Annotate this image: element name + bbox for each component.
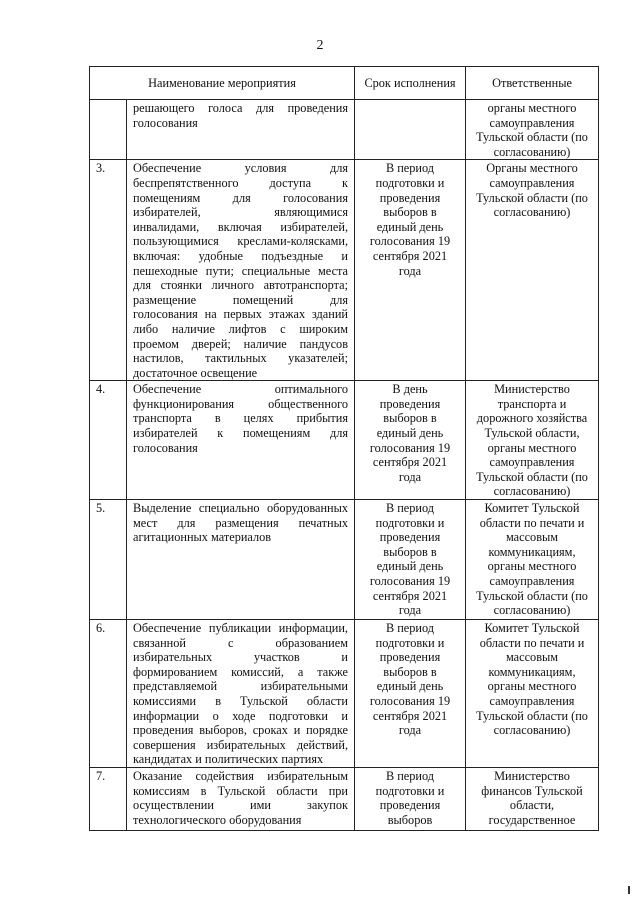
row-responsible: Комитет Тульской области по печати и массовым коммуникациям, органы местного самоуправления Тульской области (по согласованию) xyxy=(466,500,599,620)
action-line: Выделение специально оборудованных xyxy=(133,501,349,516)
row-responsible: Министерство транспорта и дорожного хозяйства Тульской области, органы местного самоуправления Тульской области (по согласованию) xyxy=(466,381,599,500)
action-line: голосования на первых этажах зданий xyxy=(133,307,349,322)
row-term: В период подготовки и проведения выборов в единый день голосования 19 сентября 2021 года xyxy=(355,620,466,768)
action-line: информации о ходе подготовки и xyxy=(133,708,349,723)
action-line: агитационных материалов xyxy=(133,530,272,545)
action-line: решающего голоса для проведения xyxy=(133,101,349,115)
row-action xyxy=(127,767,355,830)
action-line: избирателей к помещениям для xyxy=(133,426,349,441)
action-line: Оказание содействия избирательным xyxy=(133,768,349,783)
action-line: голосования xyxy=(133,115,198,130)
table-row xyxy=(90,381,599,500)
table-header-row xyxy=(90,67,599,100)
row-action xyxy=(127,160,355,381)
action-line: размещение помещений для xyxy=(133,292,349,307)
action-line: включая: удобные подъездные и xyxy=(133,248,349,263)
row-number: 3. xyxy=(90,160,127,381)
action-line: функционирования общественного xyxy=(133,396,349,411)
action-line: либо наличие лифтов с широким xyxy=(133,321,349,336)
row-number xyxy=(90,100,127,160)
action-line: комиссиям в Тульской области при xyxy=(133,783,349,798)
action-line: для стоянки личного автотранспорта; xyxy=(133,278,349,293)
action-line: помещениям для голосования xyxy=(133,190,349,205)
action-line: Обеспечение публикации информации, xyxy=(133,621,349,636)
action-line: проведения выборов, сроках и порядке xyxy=(133,723,349,738)
action-line: пешеходные пути; специальные места xyxy=(133,263,349,278)
action-line: осуществлении ими закупок xyxy=(133,798,349,813)
row-responsible: Органы местного самоуправления Тульской области (по согласованию) xyxy=(466,160,599,381)
action-line: инвалидами, включая избирателей, xyxy=(133,219,349,234)
action-line: Обеспечение условия для xyxy=(133,161,349,176)
row-number: 7. xyxy=(90,767,127,830)
row-term: В период подготовки и проведения выборов в единый день голосования 19 сентября 2021 года xyxy=(355,160,466,381)
margin-mark xyxy=(628,886,630,894)
action-line: достаточное освещение xyxy=(133,365,258,380)
action-line: комиссиями в Тульской области xyxy=(133,694,349,708)
row-number: 5. xyxy=(90,500,127,620)
header-responsible: Ответственные xyxy=(466,67,599,100)
action-line: технологического оборудования xyxy=(133,812,302,827)
action-line: Обеспечение оптимального xyxy=(133,382,349,397)
row-responsible: Комитет Тульской области по печати и массовым коммуникациям, органы местного самоуправления Тульской области (по согласованию) xyxy=(466,620,599,768)
action-line: связанной с образованием xyxy=(133,635,349,650)
row-term: В период подготовки и проведения выборов xyxy=(355,767,466,830)
action-line: формированием комиссий, а также xyxy=(133,664,349,679)
header-term: Срок исполнения xyxy=(355,67,466,100)
table-row xyxy=(90,160,599,381)
action-line: избирателей, являющимися xyxy=(133,205,349,220)
table-row xyxy=(90,500,599,620)
action-line: совершения избирательных действий, xyxy=(133,737,349,752)
action-line: пользующимися креслами-колясками, xyxy=(133,234,349,249)
row-term: В день проведения выборов в единый день голосования 19 сентября 2021 года xyxy=(355,381,466,500)
action-line: представляемой избирательными xyxy=(133,679,349,694)
row-action xyxy=(127,500,355,620)
row-responsible: органы местного самоуправления Тульской области (по согласованию) xyxy=(466,100,599,160)
row-action xyxy=(127,620,355,768)
action-line: транспорта в целях прибытия xyxy=(133,411,349,426)
row-responsible: Министерство финансов Тульской области, государственное xyxy=(466,767,599,830)
action-line: кандидатах и политических партиях xyxy=(133,752,324,767)
action-line: мест для размещения печатных xyxy=(133,515,349,530)
action-line: настилов, тактильных указателей; xyxy=(133,351,349,366)
row-term: В период подготовки и проведения выборов в единый день голосования 19 сентября 2021 года xyxy=(355,500,466,620)
row-number: 6. xyxy=(90,620,127,768)
action-line: беспрепятственного доступа к xyxy=(133,175,349,190)
header-name: Наименование мероприятия xyxy=(90,67,355,100)
events-table xyxy=(89,66,599,831)
action-line: голосования xyxy=(133,440,198,455)
row-action xyxy=(127,381,355,500)
table-row xyxy=(90,767,599,830)
table-row xyxy=(90,620,599,768)
action-line: избирательных участков и xyxy=(133,650,349,665)
action-line: проемом дверей; наличие пандусов xyxy=(133,336,349,351)
row-number: 4. xyxy=(90,381,127,500)
table-row xyxy=(90,100,599,160)
row-term xyxy=(355,100,466,160)
page-number: 2 xyxy=(316,38,324,53)
row-action xyxy=(127,100,355,160)
